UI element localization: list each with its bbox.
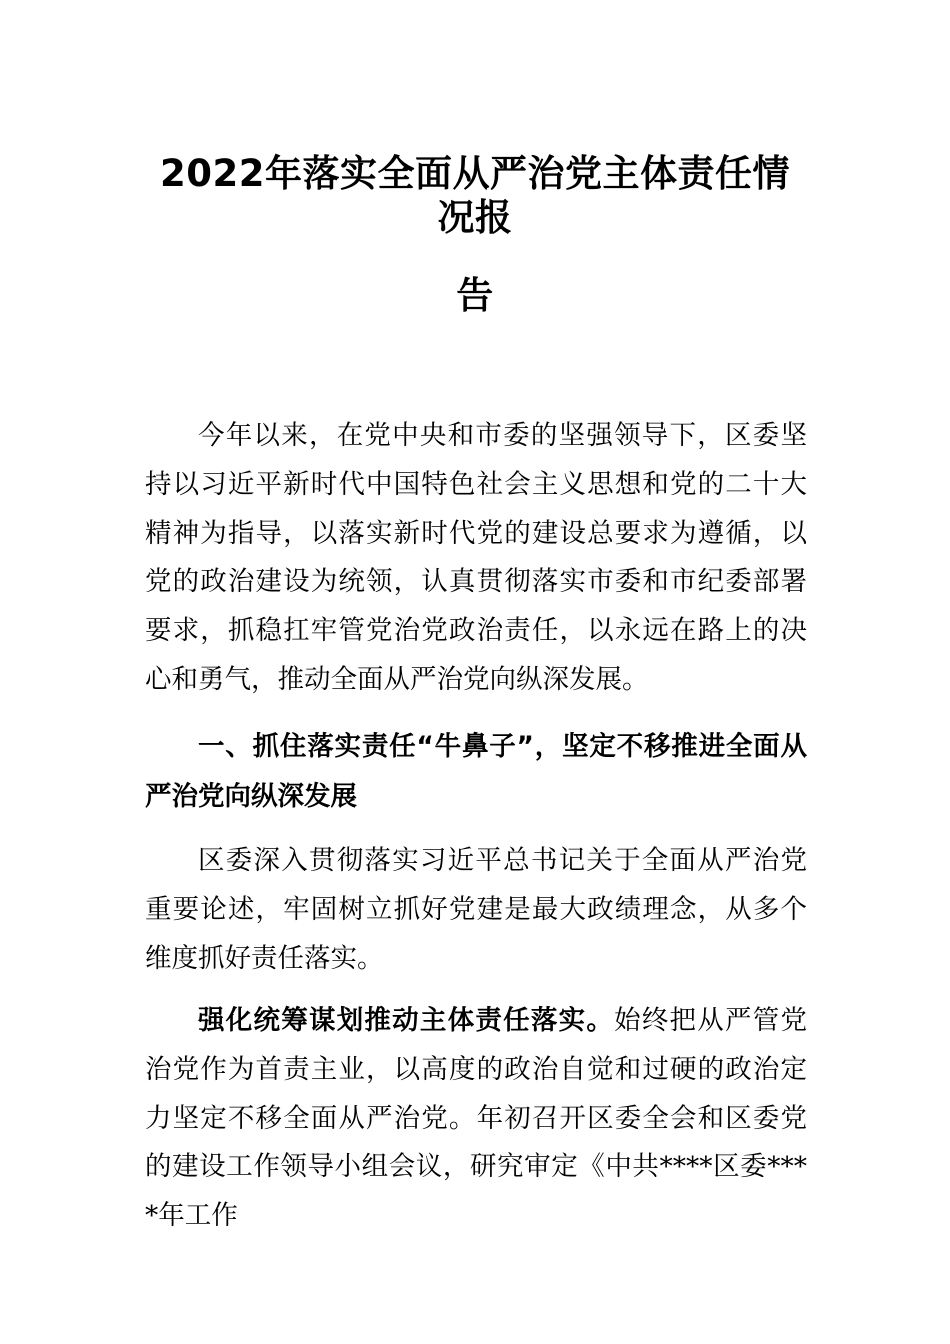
document-title-line-2: 告: [456, 274, 494, 317]
section-heading-1: 一、抓住落实责任“牛鼻子”，坚定不移推进全面从严治党向纵深发展: [145, 731, 807, 812]
subparagraph-lead-sentence: 强化统筹谋划推动主体责任落实。: [198, 1005, 615, 1036]
intro-paragraph: 今年以来，在党中央和市委的坚强领导下，区委坚持以习近平新时代中国特色社会主义思想和党的二十大精神为指导，以落实新时代党的建设总要求为遵循，以党的政治建设为统领，认真贯彻落实市委和市纪委部署要求，抓稳扛牢管党治党政治责任，以永远在路上的决心和勇气，推动全面从严治党向纵深发展。: [145, 420, 807, 695]
section-1-subparagraph: [145, 997, 807, 1241]
subparagraph-body-text: 始终把从严管党治党作为首责主业，以高度的政治自觉和过硬的政治定力坚定不移全面从严治党。年初召开区委全会和区委党的建设工作领导小组会议，研究审定《中共****区委****年工作: [145, 1005, 808, 1232]
section-1-paragraph: 区委深入贯彻落实习近平总书记关于全面从严治党重要论述，牢固树立抓好党建是最大政绩理念，从多个维度抓好责任落实。: [145, 845, 807, 974]
document-title-line-1: 2022年落实全面从严治党主体责任情况报: [160, 152, 790, 239]
